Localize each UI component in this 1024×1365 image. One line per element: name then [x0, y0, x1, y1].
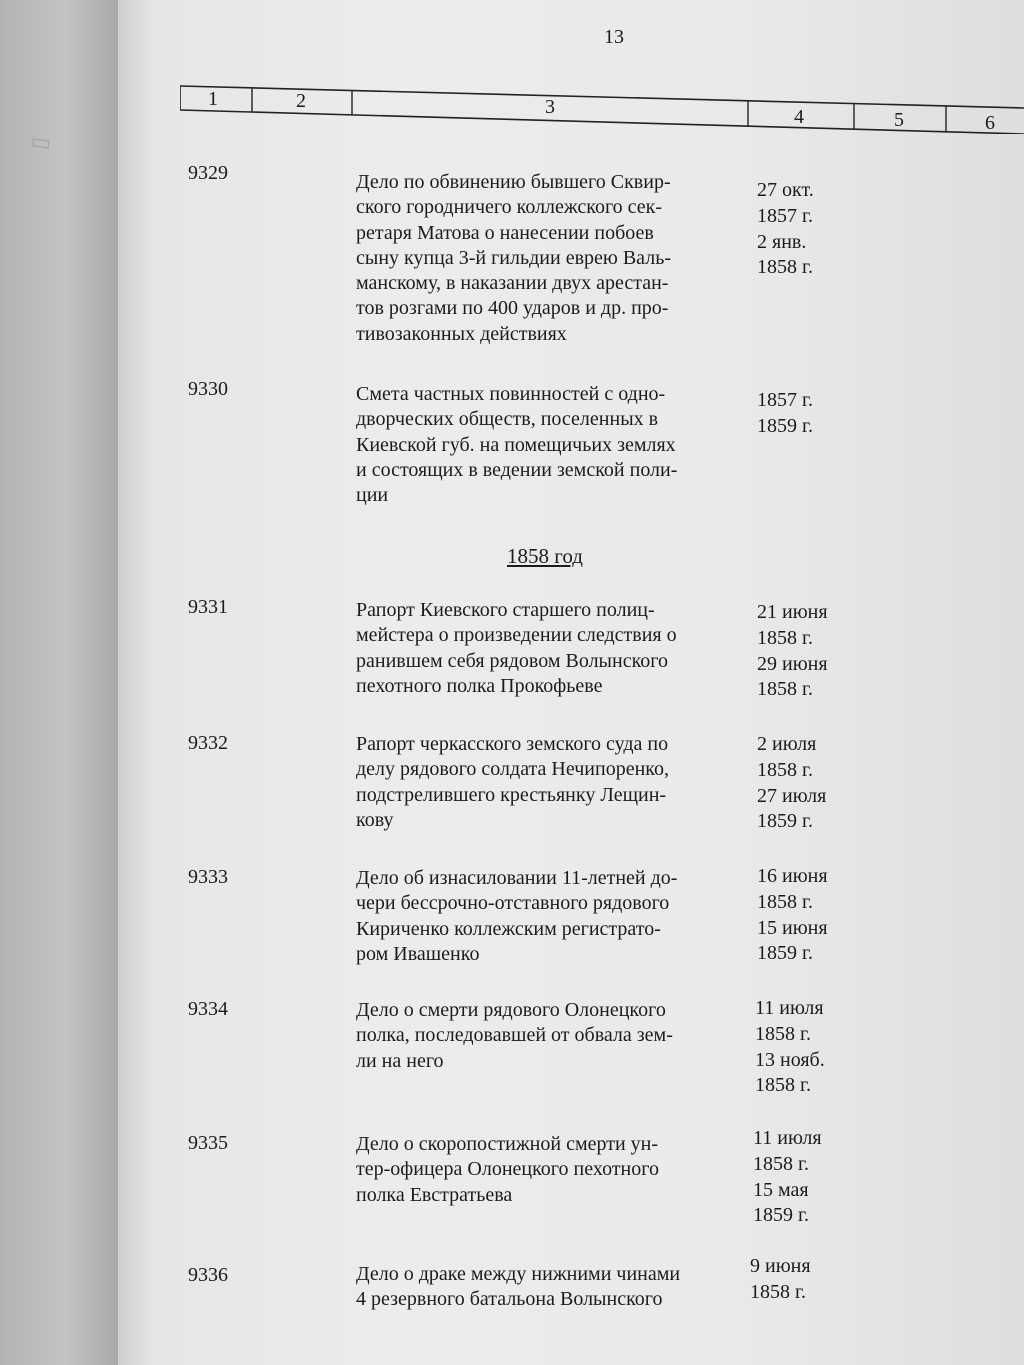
description-line: ции [356, 484, 389, 507]
date-line: 1858 г. [757, 626, 813, 649]
date-line: 13 нояб. [755, 1048, 825, 1071]
description-line: Дело о драке между нижними чинами [356, 1263, 681, 1285]
date-line: 1858 г. [757, 758, 813, 781]
description-line: сыну купца 3-й гильдии еврею Валь- [356, 246, 671, 269]
description-line: ли на него [356, 1049, 444, 1072]
date-line: 15 мая [753, 1178, 809, 1201]
date-line: 16 июня [757, 865, 828, 887]
description-line: пехотного полка Прокофьеве [356, 674, 603, 697]
description-line: дворческих обществ, поселенных в [356, 408, 659, 431]
description-line: Рапорт Киевского старшего полиц- [356, 599, 655, 621]
column-header-5: 5 [894, 109, 904, 131]
date-line: 27 июля [757, 784, 827, 807]
page-number: 13 [604, 26, 624, 48]
description-line: Кириченко коллежским регистрато- [356, 917, 661, 940]
date-line: 11 июля [753, 1127, 822, 1149]
date-line: 15 июня [757, 916, 828, 939]
description-line: тер-офицера Олонецкого пехотного [356, 1158, 659, 1181]
date-line: 1858 г. [757, 256, 813, 279]
entry-description [356, 598, 746, 699]
entry-description [356, 866, 746, 967]
entry-number: 9336 [188, 1264, 228, 1286]
entry-number: 9331 [188, 596, 228, 618]
date-line: 1859 г. [757, 942, 813, 965]
entry-description [356, 170, 746, 347]
description-line: ром Ивашенко [356, 942, 480, 965]
date-line: 29 июня [757, 652, 828, 675]
date-line: 1858 г. [753, 1152, 809, 1175]
date-line: 27 окт. [757, 179, 814, 201]
date-line: 1858 г. [755, 1022, 811, 1045]
entry-dates [755, 996, 825, 1099]
entry-dates [757, 178, 814, 281]
description-line: полка, последовавшей от обвала зем- [356, 1024, 673, 1047]
entry-dates [757, 732, 826, 835]
description-line: мейстера о произведении следствия о [356, 624, 677, 647]
entry-number: 9332 [188, 732, 228, 754]
date-line: 1859 г. [757, 810, 813, 833]
description-line: 4 резервного батальона Волынского [356, 1288, 663, 1311]
description-line: Дело по обвинению бывшего Сквир- [356, 171, 671, 193]
description-line: Киевской губ. на помещичьих землях [356, 433, 676, 456]
date-line: 1859 г. [757, 414, 813, 437]
entry-dates [757, 600, 828, 703]
column-header-1: 1 [208, 88, 218, 110]
description-line: ретаря Матова о нанесении побоев [356, 221, 654, 244]
description-line: и состоящих в ведении земской поли- [356, 458, 678, 481]
date-line: 9 июня [750, 1255, 811, 1277]
date-line: 2 янв. [757, 230, 807, 253]
description-line: Смета частных повинностей с одно- [356, 383, 666, 405]
entry-description [356, 1132, 746, 1208]
entry-description [356, 732, 746, 833]
date-line: 21 июня [757, 601, 828, 623]
entry-number: 9334 [188, 998, 228, 1020]
column-header-4: 4 [794, 106, 804, 128]
entry-number: 9329 [188, 162, 228, 184]
entry-dates [757, 864, 828, 967]
date-line: 2 июля [757, 733, 817, 755]
date-line: 1859 г. [753, 1204, 809, 1227]
column-header-6: 6 [985, 112, 995, 134]
description-line: подстрелившего крестьянку Лещин- [356, 783, 667, 806]
column-header-2: 2 [296, 90, 306, 112]
date-line: 11 июля [755, 997, 824, 1019]
date-line: 1858 г. [757, 890, 813, 913]
date-line: 1858 г. [757, 678, 813, 701]
date-line: 1857 г. [757, 204, 813, 227]
date-line: 1858 г. [755, 1074, 811, 1097]
entry-number: 9335 [188, 1132, 228, 1154]
description-line: Рапорт черкасского земского суда по [356, 733, 669, 755]
description-line: тов розгами по 400 ударов и др. про- [356, 297, 669, 320]
entry-number: 9333 [188, 866, 228, 888]
entry-number: 9330 [188, 378, 228, 400]
entry-dates [750, 1254, 811, 1306]
description-line: ского городничего коллежского сек- [356, 196, 663, 219]
entry-description [356, 382, 746, 508]
description-line: чери бессрочно-отставного рядового [356, 892, 670, 915]
date-line: 1858 г. [750, 1280, 806, 1303]
column-header-table [180, 84, 1024, 134]
description-line: ранившем себя рядовом Волынского [356, 649, 668, 672]
description-line: Дело о скоропостижной смерти ун- [356, 1133, 659, 1155]
description-line: тивозаконных действиях [356, 322, 567, 345]
description-line: Дело об изнасиловании 11-летней до- [356, 867, 678, 889]
previous-page-edge [0, 0, 118, 1365]
column-header-3: 3 [545, 96, 555, 118]
description-line: кову [356, 808, 394, 831]
date-line: 1857 г. [757, 389, 813, 411]
bleed-through-mark: ▯ [29, 135, 56, 152]
description-line: полка Евстратьева [356, 1183, 513, 1206]
entry-description [356, 1262, 746, 1313]
entry-dates [753, 1126, 822, 1229]
entry-dates [757, 388, 813, 440]
entry-description [356, 998, 746, 1074]
description-line: манскому, в наказании двух арестан- [356, 272, 669, 295]
section-heading: 1858 год [507, 544, 583, 568]
description-line: делу рядового солдата Нечипоренко, [356, 758, 669, 781]
description-line: Дело о смерти рядового Олонецкого [356, 999, 666, 1021]
